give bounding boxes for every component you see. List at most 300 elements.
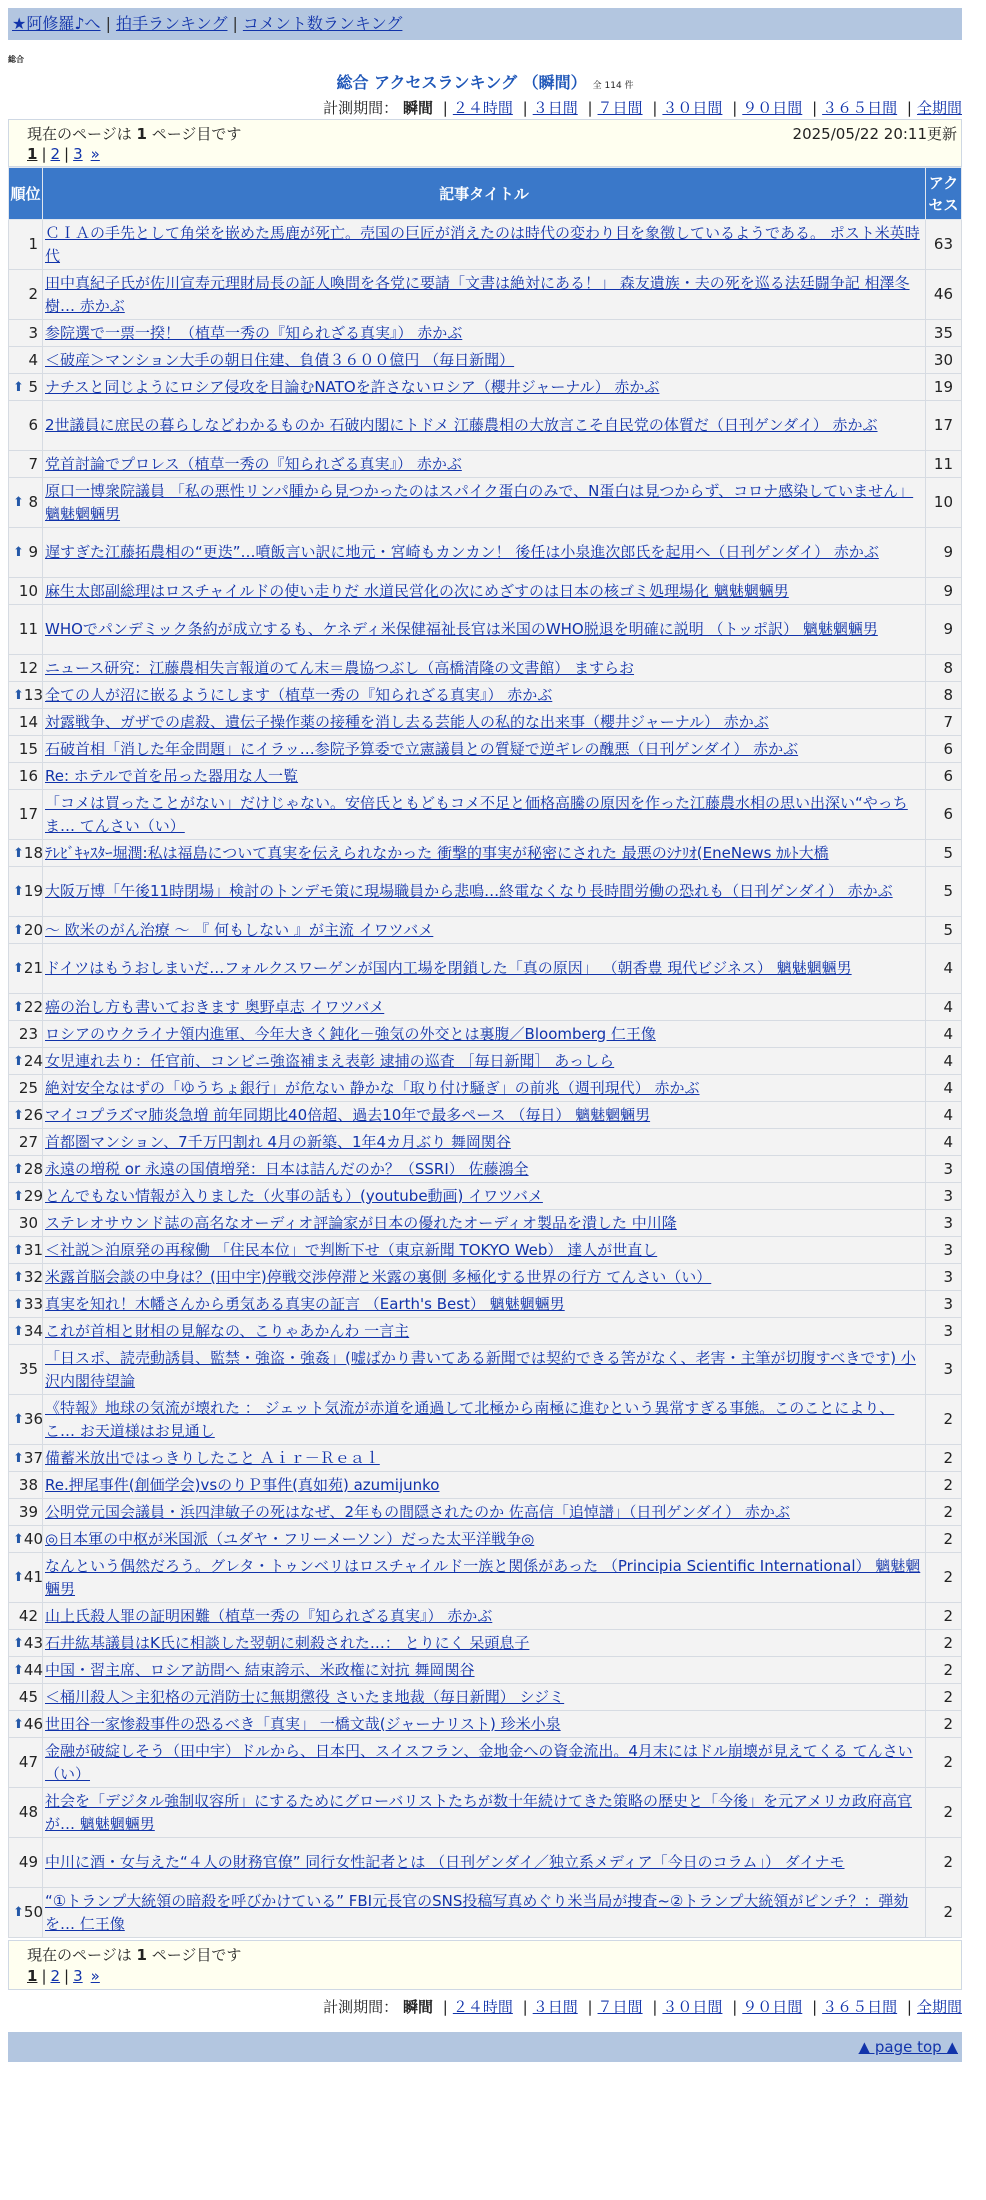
rank-cell — [9, 944, 43, 994]
article-title-link[interactable]: Re.押尾事件(創価学会)vsのりＰ事件(真如苑) azumijunko — [45, 1475, 440, 1494]
article-title-link[interactable]: 中国・習主席、ロシア訪問へ 結束誇示、米政権に対抗 舞岡関谷 — [45, 1660, 475, 1679]
article-title-link[interactable]: 永遠の増税 or 永遠の国債増発：日本は詰んだのか？（SSRI） 佐藤鴻全 — [45, 1159, 529, 1178]
title-cell — [43, 790, 926, 840]
footer-bar — [8, 2032, 962, 2062]
page-status-prefix: 現在のページは — [27, 125, 132, 143]
rank-cell — [9, 1526, 43, 1553]
table-row — [9, 1318, 962, 1345]
rank-up-arrow-icon: ⬆ — [13, 1570, 24, 1585]
access-count: 4 — [926, 1075, 962, 1102]
rank-cell — [9, 736, 43, 763]
article-title-link[interactable]: 原口一博衆院議員 「私の悪性リンパ腫から見つかったのはスパイク蛋白のみで、N蛋白は見つからず、コロナ感染していません」 魑魅魍魎男 — [45, 481, 914, 523]
access-count: 8 — [926, 682, 962, 709]
table-row — [9, 1291, 962, 1318]
period-link[interactable]: 全期間 — [916, 99, 962, 117]
rank-up-arrow-icon: ⬆ — [13, 1269, 24, 1285]
rank-number: 15 — [18, 739, 38, 758]
article-title-link[interactable]: 石井紘基議員はK氏に相談した翌朝に刺殺された…： とりにく 呆頭息子 — [45, 1633, 530, 1652]
title-cell — [43, 1711, 926, 1738]
article-title-link[interactable]: 絶対安全なはずの「ゆうちょ銀行」が危ない 静かな「取り付け騒ぎ」の前兆（週刊現代） 赤かぶ — [45, 1078, 700, 1097]
article-title-link[interactable]: マイコプラズマ肺炎急増 前年同期比40倍超、過去10年で最多ペース （毎日） 魑魅魍魎男 — [45, 1105, 651, 1124]
rank-cell — [9, 1048, 43, 1075]
title-cell — [43, 1102, 926, 1129]
rank-number: 4 — [28, 350, 38, 369]
title-cell — [43, 1603, 926, 1630]
table-row — [9, 1657, 962, 1684]
title-cell — [43, 1395, 926, 1445]
page-info-top — [8, 119, 962, 167]
article-title-link[interactable]: ◎日本軍の中枢が米国派（ユダヤ・フリーメーソン）だった太平洋戦争◎ — [45, 1529, 535, 1548]
divider: | — [812, 99, 818, 117]
divider: | — [64, 1967, 70, 1985]
rank-up-arrow-icon: ⬆ — [13, 999, 24, 1015]
access-count: 6 — [926, 790, 962, 840]
rank-cell — [9, 220, 43, 270]
divider: | — [522, 1998, 528, 2016]
rank-cell — [9, 605, 43, 655]
title-cell — [43, 1526, 926, 1553]
title-cell — [43, 682, 926, 709]
title-cell — [43, 1291, 926, 1318]
table-row — [9, 736, 962, 763]
article-title-link[interactable]: 真実を知れ！木幡さんから勇気ある真実の証言 （Earth's Best） 魑魅魍魎男 — [45, 1294, 565, 1313]
rank-cell — [9, 1603, 43, 1630]
table-row — [9, 1237, 962, 1264]
rank-number: 24 — [23, 1051, 43, 1070]
table-row — [9, 1472, 962, 1499]
article-title-link[interactable]: 〜 欧米のがん治療 〜 『 何もしない 』が主流 イワツバメ — [45, 920, 434, 939]
article-title-link[interactable]: 癌の治し方も書いておきます 奥野卓志 イワツバメ — [45, 997, 385, 1016]
article-title-link[interactable]: 世田谷一家惨殺事件の恐るべき「真実」 一橋文哉(ジャーナリスト) 珍米小泉 — [45, 1714, 561, 1733]
rank-cell — [9, 1237, 43, 1264]
ranking-table — [8, 167, 962, 1938]
title-cell — [43, 374, 926, 401]
home-link[interactable]: ★阿修羅♪へ — [12, 14, 101, 33]
access-count: 2 — [926, 1838, 962, 1888]
rank-cell — [9, 1156, 43, 1183]
access-count: 2 — [926, 1472, 962, 1499]
table-row — [9, 709, 962, 736]
comment-ranking-link[interactable]: コメント数ランキング — [242, 14, 403, 33]
rank-number: 27 — [18, 1132, 38, 1151]
pager-page-3[interactable]: 3 — [73, 145, 83, 163]
rank-number: 49 — [18, 1853, 38, 1871]
access-count: 3 — [926, 1318, 962, 1345]
rank-up-arrow-icon: ⬆ — [13, 1188, 24, 1204]
table-row — [9, 1395, 962, 1445]
title-cell — [43, 867, 926, 917]
access-count: 35 — [926, 320, 962, 347]
pager-bottom — [27, 1966, 957, 1987]
title-cell — [43, 1021, 926, 1048]
title-cell — [43, 736, 926, 763]
rank-cell — [9, 1838, 43, 1888]
divider: | — [587, 99, 593, 117]
access-count: 5 — [926, 840, 962, 867]
rank-number: 41 — [23, 1568, 43, 1586]
table-row — [9, 401, 962, 451]
access-count: 2 — [926, 1684, 962, 1711]
title-cell — [43, 1838, 926, 1888]
article-title-link[interactable]: 中川に酒・女与えた“４人の財務官僚” 同行女性記者とは （日刊ゲンダイ／独立系メディア「今日のコラム」） ダイナモ — [45, 1853, 845, 1871]
access-count: 3 — [926, 1210, 962, 1237]
page-status-bottom — [27, 1945, 957, 1966]
rank-cell — [9, 1021, 43, 1048]
rank-number: 35 — [18, 1360, 38, 1378]
access-count: 4 — [926, 1102, 962, 1129]
rank-cell — [9, 1499, 43, 1526]
page-status-number: 1 — [136, 125, 147, 143]
rank-cell — [9, 347, 43, 374]
article-title-link[interactable]: 公明党元国会議員・浜四津敏子の死はなぜ、2年もの間隠されたのか 佐高信「追悼譜」（日刊ゲンダイ） 赤かぶ — [45, 1502, 790, 1521]
rank-number: 11 — [18, 620, 38, 638]
access-count: 6 — [926, 763, 962, 790]
article-title-link[interactable]: 「日スポ、読売動誘員、監禁・強盗・強姦」(嘘ばかり書いてある新聞では契約できる筈がなく、老害・主筆が切腹すべきです) 小沢内閣待望論 — [45, 1348, 916, 1390]
rank-up-arrow-icon: ⬆ — [13, 1296, 24, 1312]
title-cell — [43, 528, 926, 578]
access-count: 7 — [926, 709, 962, 736]
rank-up-arrow-icon: ⬆ — [13, 1716, 24, 1732]
divider: | — [906, 99, 912, 117]
rank-number: 26 — [23, 1105, 43, 1124]
article-title-link[interactable]: とんでもない情報が入りました（火事の話も）(youtube動画) イワツバメ — [45, 1186, 543, 1205]
title-cell — [43, 1048, 926, 1075]
rank-cell — [9, 1075, 43, 1102]
article-title-link[interactable]: ステレオサウンド誌の高名なオーディオ評論家が日本の優れたオーディオ製品を潰した 中川隆 — [45, 1213, 677, 1232]
access-count: 6 — [926, 736, 962, 763]
table-row — [9, 1156, 962, 1183]
rank-number: 38 — [18, 1475, 38, 1494]
title-cell — [43, 1183, 926, 1210]
rank-cell — [9, 1291, 43, 1318]
applause-ranking-link[interactable]: 拍手ランキング — [115, 14, 228, 33]
access-count: 2 — [926, 1738, 962, 1788]
title-cell — [43, 478, 926, 528]
access-count: 4 — [926, 994, 962, 1021]
table-row — [9, 1075, 962, 1102]
rank-up-arrow-icon: ⬆ — [13, 1905, 24, 1920]
table-row — [9, 1738, 962, 1788]
access-count: 2 — [926, 1526, 962, 1553]
access-count: 5 — [926, 867, 962, 917]
divider: | — [105, 14, 111, 33]
pager-current: 1 — [27, 1967, 38, 1985]
divider: | — [732, 1998, 738, 2016]
page-top-link[interactable]: ▲ page top ▲ — [858, 2038, 958, 2056]
article-title-link[interactable]: Re: ホテルで首を吊った器用な人一覧 — [45, 766, 299, 785]
article-title-link[interactable]: 2世議員に庶民の暮らしなどわかるものか 石破内閣にトドメ 江藤農相の大放言こそ自民党の体質だ（日刊ゲンダイ） 赤かぶ — [45, 416, 878, 434]
rank-number: 32 — [23, 1267, 43, 1286]
rank-cell — [9, 790, 43, 840]
rank-up-arrow-icon: ⬆ — [13, 1053, 24, 1069]
article-title-link[interactable]: 麻生太郎副総理はロスチャイルドの使い走りだ 水道民営化の次にめざすのは日本の核ゴミ処理場化 魑魅魍魎男 — [45, 581, 789, 600]
rank-cell — [9, 1553, 43, 1603]
page-status-number: 1 — [136, 1946, 147, 1964]
article-title-link[interactable]: 米露首脳会談の中身は？(田中宇)停戦交渉停滞と米露の裏側 多極化する世界の行方 てんさい（い） — [45, 1267, 712, 1286]
rank-number: 25 — [18, 1078, 38, 1097]
rank-number: 31 — [23, 1240, 43, 1259]
rank-up-arrow-icon: ⬆ — [13, 845, 24, 861]
article-title-link[interactable]: 《特報》地球の気流が壊れた ： ジェット気流が赤道を通過して北極から南極に進むという異常すぎる事態。このことにより、こ… お天道様はお見通し — [45, 1398, 895, 1440]
divider: | — [41, 1967, 47, 1985]
rank-number: 40 — [23, 1529, 43, 1548]
rank-cell — [9, 763, 43, 790]
article-title-link[interactable]: ＣＩＡの手先として角栄を嵌めた馬鹿が死亡。売国の巨匠が消えたのは時代の変わり目を象徴しているようである。 ポスト米英時代 — [45, 223, 920, 265]
rank-cell — [9, 1210, 43, 1237]
access-count: 2 — [926, 1499, 962, 1526]
rank-cell — [9, 1345, 43, 1395]
rank-cell — [9, 994, 43, 1021]
rank-number: 36 — [23, 1410, 43, 1428]
rank-number: 2 — [28, 285, 38, 303]
access-count: 2 — [926, 1630, 962, 1657]
access-count: 3 — [926, 1264, 962, 1291]
period-link[interactable]: ２４時間 — [452, 1998, 513, 2016]
period-link[interactable]: ７日間 — [597, 1998, 643, 2016]
table-row — [9, 578, 962, 605]
access-count: 2 — [926, 1788, 962, 1838]
access-count: 11 — [926, 451, 962, 478]
table-row — [9, 682, 962, 709]
table-row — [9, 1684, 962, 1711]
period-current: 瞬間 — [402, 1998, 433, 2016]
table-row — [9, 347, 962, 374]
access-count: 2 — [926, 1711, 962, 1738]
divider: | — [442, 1998, 448, 2016]
rank-cell — [9, 917, 43, 944]
article-title-link[interactable]: 田中真紀子氏が佐川宣寿元理財局長の証人喚問を各党に要請「文書は絶対にある！」 森友遺族・夫の死を巡る法廷闘争記 相澤冬樹… 赤かぶ — [45, 273, 910, 315]
period-link[interactable]: ３０日間 — [662, 99, 723, 117]
rank-number: 29 — [23, 1186, 43, 1205]
period-link[interactable]: ３６５日間 — [822, 1998, 898, 2016]
table-row — [9, 374, 962, 401]
access-count: 5 — [926, 917, 962, 944]
article-title-link[interactable]: ドイツはもうおしまいだ…フォルクスワーゲンが国内工場を閉鎖した「真の原因」 （朝香豊 現代ビジネス） 魑魅魍魎男 — [45, 959, 852, 977]
rank-number: 43 — [23, 1633, 43, 1652]
table-row — [9, 1102, 962, 1129]
table-row — [9, 994, 962, 1021]
rank-cell — [9, 709, 43, 736]
rank-cell — [9, 401, 43, 451]
article-title-link[interactable]: 遅すぎた江藤拓農相の“更迭”…噴飯言い訳に地元・宮崎もカンカン！ 後任は小泉進次郎氏を起用へ（日刊ゲンダイ） 赤かぶ — [45, 543, 879, 561]
access-count: 4 — [926, 944, 962, 994]
divider: | — [652, 1998, 658, 2016]
article-title-link[interactable]: 山上氏殺人罪の証明困難（植草一秀の『知られざる真実』） 赤かぶ — [45, 1606, 493, 1625]
table-row — [9, 1445, 962, 1472]
article-title-link[interactable]: ロシアのウクライナ領内進軍、今年大きく鈍化－強気の外交とは裏腹／Bloomberg 仁王像 — [45, 1024, 656, 1043]
period-link[interactable]: ３日間 — [532, 99, 578, 117]
pager-page-3[interactable]: 3 — [73, 1967, 83, 1985]
divider: | — [732, 99, 738, 117]
rank-number: 34 — [23, 1321, 43, 1340]
access-count: 3 — [926, 1345, 962, 1395]
rank-number: 17 — [18, 805, 38, 823]
rank-cell — [9, 1788, 43, 1838]
rank-up-arrow-icon: ⬆ — [13, 884, 24, 899]
article-title-link[interactable]: 対露戦争、ガザでの虐殺、遺伝子操作薬の接種を消し去る芸能人の私的な出来事（櫻井ジャーナル） 赤かぶ — [45, 712, 769, 731]
rank-up-arrow-icon: ⬆ — [13, 1242, 24, 1258]
table-row — [9, 917, 962, 944]
divider: | — [906, 1998, 912, 2016]
access-count: 30 — [926, 347, 962, 374]
rank-cell — [9, 1129, 43, 1156]
access-count: 46 — [926, 270, 962, 320]
rank-number: 46 — [23, 1714, 43, 1733]
rank-cell — [9, 1264, 43, 1291]
access-count: 4 — [926, 1048, 962, 1075]
title-cell — [43, 1788, 926, 1838]
title-cell — [43, 655, 926, 682]
title-cell — [43, 347, 926, 374]
period-link[interactable]: ３６５日間 — [822, 99, 898, 117]
article-title-link[interactable]: 全ての人が沼に嵌るようにします（植草一秀の『知られざる真実』） 赤かぶ — [45, 685, 553, 704]
rank-up-arrow-icon: ⬆ — [13, 1107, 24, 1123]
rank-up-arrow-icon: ⬆ — [13, 1531, 24, 1547]
article-title-link[interactable]: 金融が破綻しそう（田中宇）ドルから、日本円、スイスフラン、金地金への資金流出。4月末にはドル崩壊が見えてくる てんさい（い） — [45, 1741, 913, 1783]
period-link[interactable]: ２４時間 — [452, 99, 513, 117]
title-cell — [43, 1237, 926, 1264]
rank-number: 33 — [23, 1294, 43, 1313]
rank-up-arrow-icon: ⬆ — [13, 1323, 24, 1339]
article-title-link[interactable]: ニュース研究：江藤農相失言報道のてん末＝農協つぶし（高橋清隆の文書館） ますらお — [45, 658, 635, 677]
title-cell — [43, 578, 926, 605]
table-row — [9, 1788, 962, 1838]
article-title-link[interactable]: 備蓄米放出ではっきりしたこと Ａｉｒ－Ｒｅａｌ — [45, 1448, 380, 1467]
period-prefix: 計測期間： — [323, 1998, 399, 2016]
rank-number: 6 — [28, 416, 38, 434]
rank-cell — [9, 840, 43, 867]
rank-number: 9 — [28, 543, 38, 561]
rank-up-arrow-icon: ⬆ — [13, 495, 24, 510]
page-info-bottom — [8, 1940, 962, 1990]
rank-number: 45 — [18, 1687, 38, 1706]
title-cell — [43, 320, 926, 347]
rank-number: 37 — [23, 1448, 43, 1467]
article-title-link[interactable]: 党首討論でプロレス（植草一秀の『知られざる真実』） 赤かぶ — [45, 454, 462, 473]
access-count: 3 — [926, 1183, 962, 1210]
access-count: 2 — [926, 1445, 962, 1472]
period-link[interactable]: 全期間 — [916, 1998, 962, 2016]
period-link[interactable]: ９０日間 — [742, 1998, 803, 2016]
rank-number: 13 — [23, 685, 43, 704]
top-nav — [8, 8, 962, 40]
article-title-link[interactable]: これが首相と財相の見解なの、こりゃあかんわ 一言主 — [45, 1321, 410, 1340]
article-title-link[interactable]: ＜桶川殺人＞主犯格の元消防士に無期懲役 さいたま地裁（毎日新聞） シジミ — [45, 1687, 565, 1706]
rank-number: 39 — [18, 1502, 38, 1521]
rank-cell — [9, 682, 43, 709]
title-cell — [43, 1657, 926, 1684]
article-title-link[interactable]: 大阪万博「午後11時閉場」検討のトンデモ策に現場職員から悲鳴…終電なくなり長時間労働の恐れも（日刊ゲンダイ） 赤かぶ — [45, 882, 893, 900]
table-row — [9, 1630, 962, 1657]
article-title-link[interactable]: なんという偶然だろう。グレタ・トゥンベリはロスチャイルド一族と関係があった （Principia Scientific International） 魑魅魍魎男 — [45, 1556, 921, 1598]
article-title-link[interactable]: ＜破産＞マンション大手の朝日住建、負債３６００億円 （毎日新聞） — [45, 350, 515, 369]
article-title-link[interactable]: “①トランプ大統領の暗殺を呼びかけている” FBI元長官のSNS投稿写真めぐり米当局が捜査~②トランプ大統領がピンチ？：弾劾を… 仁王像 — [45, 1891, 909, 1933]
table-row — [9, 1838, 962, 1888]
rank-number: 12 — [18, 658, 38, 677]
article-title-link[interactable]: 「コメは買ったことがない」だけじゃない。安倍氏ともどもコメ不足と価格高騰の原因を作った江藤農水相の思い出深い“やっちま… てんさい（い） — [45, 793, 908, 835]
access-count: 17 — [926, 401, 962, 451]
table-row — [9, 1264, 962, 1291]
title-cell — [43, 1156, 926, 1183]
rank-number: 42 — [18, 1606, 38, 1625]
period-link[interactable]: ９０日間 — [742, 99, 803, 117]
title-cell — [43, 1888, 926, 1938]
access-count: 9 — [926, 578, 962, 605]
table-row — [9, 451, 962, 478]
rank-number: 18 — [23, 843, 43, 862]
page-title: 総合 アクセスランキング （瞬間） — [336, 73, 587, 92]
table-row — [9, 790, 962, 840]
item-count: 全 114 件 — [592, 81, 634, 91]
article-title-link[interactable]: ﾃﾚﾋﾞｷｬｽﾀｰ堀潤:私は福島について真実を伝えられなかった 衝撃的事実が秘密にされた 最悪のｼﾅﾘｵ(EneNews ｶﾙﾄ大橋 — [45, 843, 829, 862]
rank-up-arrow-icon: ⬆ — [13, 1662, 24, 1678]
rank-cell — [9, 867, 43, 917]
divider: | — [41, 145, 47, 163]
article-title-link[interactable]: 女児連れ去り：任官前、コンビニ強盗補まえ表彰 逮捕の巡査 ［毎日新聞］ あっしら — [45, 1051, 615, 1070]
title-cell — [43, 220, 926, 270]
table-row — [9, 270, 962, 320]
rank-up-arrow-icon: ⬆ — [13, 922, 24, 938]
col-access-header: アクセス — [926, 168, 962, 220]
title-cell — [43, 1630, 926, 1657]
rank-number: 8 — [28, 493, 38, 511]
rank-up-arrow-icon: ⬆ — [13, 1412, 24, 1427]
article-title-link[interactable]: 参院選で一票一揆！（植草一秀の『知られざる真実』） 赤かぶ — [45, 323, 463, 342]
rank-number: 16 — [18, 766, 38, 785]
access-count: 2 — [926, 1395, 962, 1445]
rank-number: 7 — [28, 454, 38, 473]
article-title-link[interactable]: WHOでパンデミック条約が成立するも、ケネディ米保健福祉長官は米国のWHO脱退を明確に説明 （トッポ訳） 魑魅魍魎男 — [45, 620, 878, 638]
rank-number: 23 — [18, 1024, 38, 1043]
divider: | — [232, 14, 238, 33]
article-title-link[interactable]: 社会を「デジタル強制収容所」にするためにグローバリストたちが数十年続けてきた策略の歴史と「今後」を元アメリカ政府高官が… 魑魅魍魎男 — [45, 1791, 913, 1833]
rank-number: 3 — [28, 323, 38, 342]
pager-top — [27, 144, 957, 164]
access-count: 4 — [926, 1129, 962, 1156]
rank-cell — [9, 1395, 43, 1445]
table-row — [9, 605, 962, 655]
article-title-link[interactable]: 石破首相「消した年金問題」にイラッ…参院予算委で立憲議員との質疑で逆ギレの醜悪（日刊ゲンダイ） 赤かぶ — [45, 739, 799, 758]
rank-up-arrow-icon: ⬆ — [13, 545, 24, 560]
access-count: 3 — [926, 1237, 962, 1264]
table-row — [9, 867, 962, 917]
table-row — [9, 1021, 962, 1048]
pager-next[interactable]: » — [90, 1967, 100, 1985]
title-cell — [43, 1738, 926, 1788]
access-count: 2 — [926, 1553, 962, 1603]
access-count: 9 — [926, 605, 962, 655]
pager-next[interactable]: » — [90, 145, 100, 163]
divider: | — [522, 99, 528, 117]
title-cell — [43, 1472, 926, 1499]
pager-page-2[interactable]: 2 — [50, 145, 61, 163]
article-title-link[interactable]: ＜社説＞泊原発の再稼働 「住民本位」で判断下せ（東京新聞 TOKYO Web） 達人が世直し — [45, 1240, 658, 1259]
period-link[interactable]: ３０日間 — [662, 1998, 723, 2016]
period-link[interactable]: ３日間 — [532, 1998, 578, 2016]
table-row — [9, 840, 962, 867]
divider: | — [652, 99, 658, 117]
period-link[interactable]: ７日間 — [597, 99, 643, 117]
rank-cell — [9, 528, 43, 578]
article-title-link[interactable]: 首都圏マンション、7千万円割れ 4月の新築、1年4カ月ぶり 舞岡関谷 — [45, 1132, 511, 1151]
title-cell — [43, 1499, 926, 1526]
table-row — [9, 1499, 962, 1526]
rank-up-arrow-icon: ⬆ — [13, 961, 24, 976]
access-count: 2 — [926, 1603, 962, 1630]
period-selector-bottom — [8, 1996, 962, 2018]
pager-page-2[interactable]: 2 — [50, 1967, 61, 1985]
article-title-link[interactable]: ナチスと同じようにロシア侵攻を目論むNATOを許さないロシア（櫻井ジャーナル） 赤かぶ — [45, 377, 660, 396]
